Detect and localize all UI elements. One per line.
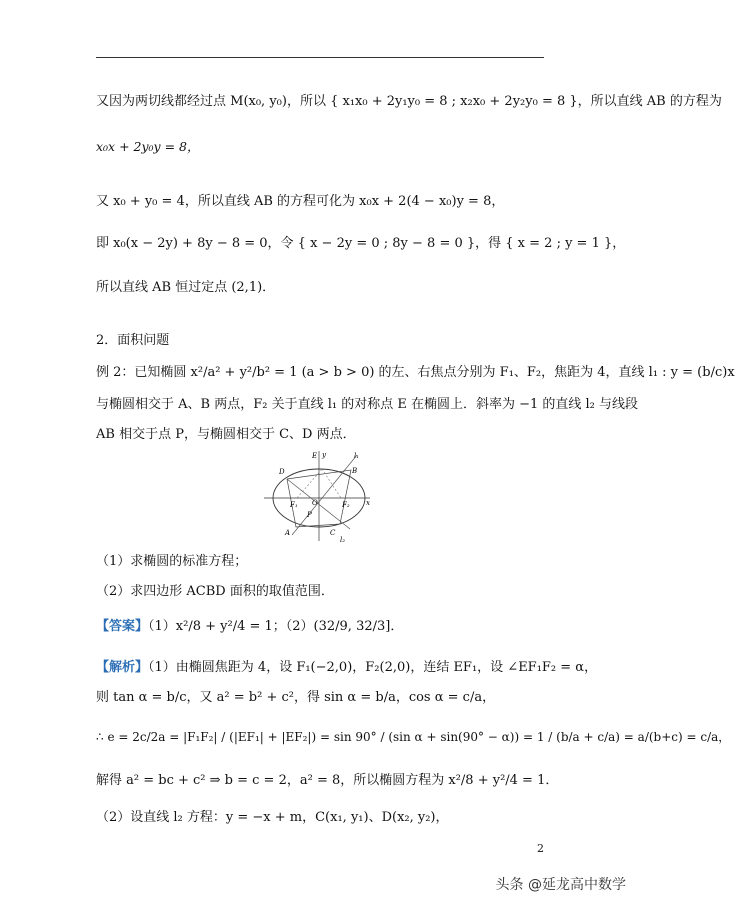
- answer-line: [96, 619, 403, 635]
- label-p: P: [307, 511, 312, 519]
- label-o: O: [312, 499, 318, 507]
- example-line-3: AB 相交于点 P，与椭圆相交于 C、D 两点．: [96, 427, 356, 442]
- example-line-1: 例 2：已知椭圆 x²/a² + y²/b² = 1 (a > b > 0) 的左、右焦点分别为 F₁、F₂，焦距为 4，直线 l₁ : y = (b/c)x: [96, 365, 735, 380]
- section-heading: 2．面积问题: [96, 333, 170, 348]
- text-line-3: 又 x₀ + y₀ = 4，所以直线 AB 的方程可化为 x₀x + 2(4 − x₀)y = 8，: [96, 194, 505, 209]
- header-rule: [96, 57, 544, 58]
- label-y: y: [322, 451, 326, 459]
- ellipse-figure: [262, 449, 372, 543]
- solution-line-2: 则 tan α = b/c，又 a² = b² + c²，得 sin α = b/a，cos α = c/a，: [96, 690, 496, 705]
- solution-line-3: ∴ e = 2c/2a = |F₁F₂| / (|EF₁| + |EF₂|) = sin 90° / (sin α + sin(90° − α)) = 1 / (b/a + c/a) = a/(b+c) = c/a，: [96, 730, 731, 744]
- question-2: （2）求四边形 ACBD 面积的取值范围．: [96, 584, 334, 599]
- example-line-2: 与椭圆相交于 A、B 两点，F₂ 关于直线 l₁ 的对称点 E 在椭圆上．斜率为 −1 的直线 l₂ 与线段: [96, 397, 639, 412]
- label-b: B: [352, 467, 358, 475]
- solution-text: （1）由椭圆焦距为 4，设 F₁(−2,0)，F₂(2,0)，连结 EF₁，设 ∠EF₁F₂ = α，: [148, 660, 598, 675]
- label-c: C: [330, 529, 336, 537]
- label-a: A: [285, 529, 291, 537]
- text-line-1: 又因为两切线都经过点 M(x₀, y₀)，所以 { x₁x₀ + 2y₁y₀ = 8 ; x₂x₀ + 2y₂y₀ = 8 }，所以直线 AB 的方程为: [96, 94, 722, 109]
- label-e: E: [312, 452, 318, 460]
- equation-line-ab: x₀x + 2y₀y = 8，: [96, 139, 200, 154]
- label-l2: l₂: [340, 536, 346, 544]
- watermark: 头条 @延龙高中数学: [495, 877, 626, 893]
- text-line-4: 即 x₀(x − 2y) + 8y − 8 = 0，令 { x − 2y = 0 ; 8y − 8 = 0 }，得 { x = 2 ; y = 1 }，: [96, 236, 626, 251]
- solution-line-5: （2）设直线 l₂ 方程：y = −x + m，C(x₁, y₁)、D(x₂, y₂)，: [96, 810, 449, 825]
- solution-line-1: [96, 660, 597, 676]
- label-f1: F₁: [290, 501, 298, 509]
- answer-text: （1）x²/8 + y²/4 = 1；（2）(32/9, 32/3]．: [148, 619, 404, 634]
- solution-tag: 【解析】: [96, 660, 149, 675]
- question-1: （1）求椭圆的标准方程；: [96, 554, 248, 569]
- label-f2: F₂: [342, 501, 350, 509]
- solution-line-4: 解得 a² = bc + c² ⇒ b = c = 2，a² = 8，所以椭圆方程为 x²/8 + y²/4 = 1．: [96, 773, 559, 788]
- page-number: 2: [537, 842, 544, 855]
- label-x: x: [366, 499, 370, 507]
- answer-tag: 【答案】: [96, 619, 149, 634]
- label-d: D: [279, 468, 285, 476]
- label-l1: l₁: [354, 452, 360, 460]
- text-line-5: 所以直线 AB 恒过定点 (2,1)．: [96, 280, 276, 295]
